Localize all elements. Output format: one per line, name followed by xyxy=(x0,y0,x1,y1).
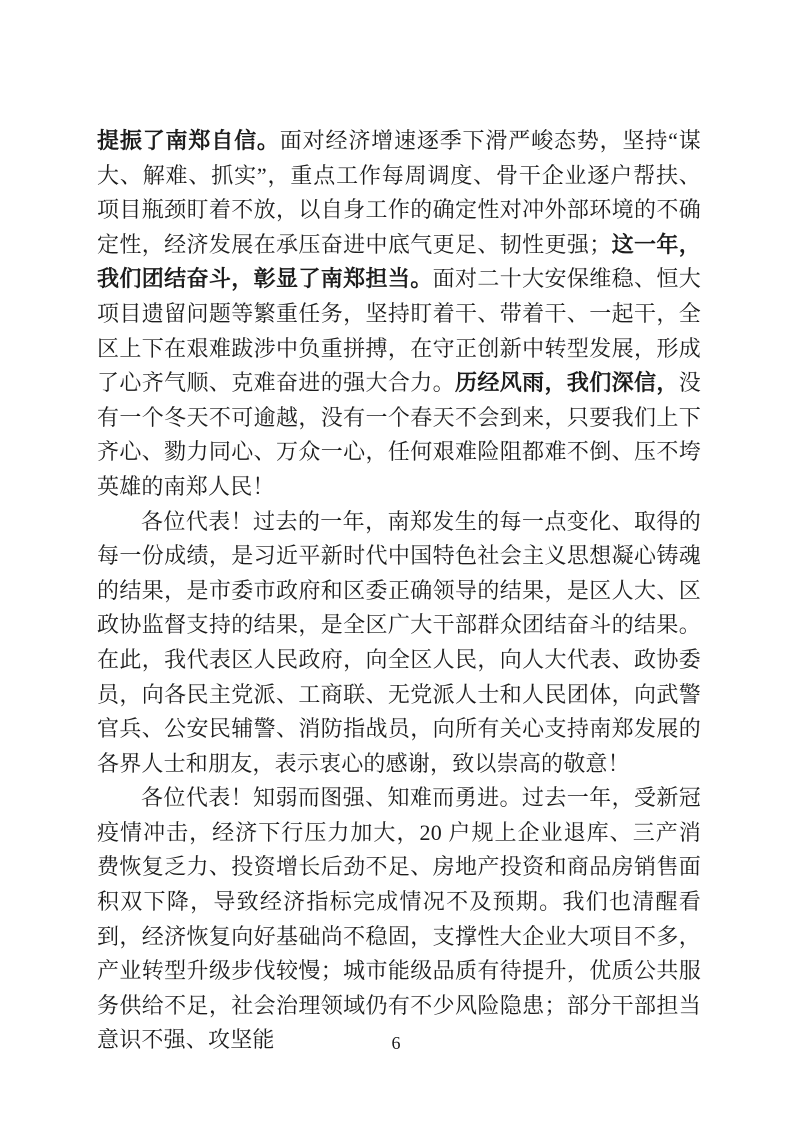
body-text: 各位代表！知弱而图强、知难而勇进。过去一年，受新冠疫情冲击，经济下行压力加大，20 户规上企业退库、三产消费恢复乏力、投资增长后劲不足、房地产投资和商品房销售面积双下降，导致经济指标完成情况不及预期。我们也清醒看到，经济恢复向好基础尚不稳固，支撑性大企业大项目不多，产业转型升级步伐较慢；城市能级品质有待提升，优质公共服务供给不足，社会治理领域仍有不少风险隐患；部分干部担当意识不强、攻坚能 xyxy=(97,785,701,1053)
emphasis-text: 提振了南郑自信。 xyxy=(97,128,280,153)
body-text: 面对经济增速逐季下滑严峻态势，坚持“谋大、解难、抓实”，重点工作每周调度、骨干企业逐户帮扶、项目瓶颈盯着不放，以自身工作的确定性对冲外部环境的不确定性，经济发展在承压奋进中底气更足、韧性更强； xyxy=(97,128,701,257)
paragraph xyxy=(97,781,701,1058)
page-number: 6 xyxy=(391,1033,401,1053)
document-body xyxy=(97,124,701,1058)
body-text: 各位代表！过去的一年，南郑发生的每一点变化、取得的每一份成绩，是习近平新时代中国特色社会主义思想凝心铸魂的结果，是市委市政府和区委正确领导的结果，是区人大、区政协监督支持的结果，是全区广大干部群众团结奋斗的结果。在此，我代表区人民政府，向全区人民，向人大代表、政协委员，向各民主党派、工商联、无党派人士和人民团体，向武警官兵、公安民辅警、消防指战员，向所有关心支持南郑发展的各界人士和朋友，表示衷心的感谢，致以崇高的敬意！ xyxy=(97,508,701,776)
body-text: 没有一个冬天不可逾越，没有一个春天不会到来，只要我们上下齐心、勠力同心、万众一心，任何艰难险阻都难不倒、压不垮英雄的南郑人民！ xyxy=(97,370,701,499)
paragraph xyxy=(97,124,701,505)
paragraph xyxy=(97,505,701,782)
body-text: 面对二十大安保维稳、恒大项目遗留问题等繁重任务，坚持盯着干、带着干、一起干，全区上下在艰难跋涉中负重拼搏，在守正创新中转型发展，形成了心齐气顺、克难奋进的强大合力。 xyxy=(97,266,701,396)
emphasis-text: 这一年，我们团结奋斗，彰显了南郑担当。 xyxy=(97,231,701,292)
emphasis-text: 历经风雨，我们深信， xyxy=(455,370,679,396)
